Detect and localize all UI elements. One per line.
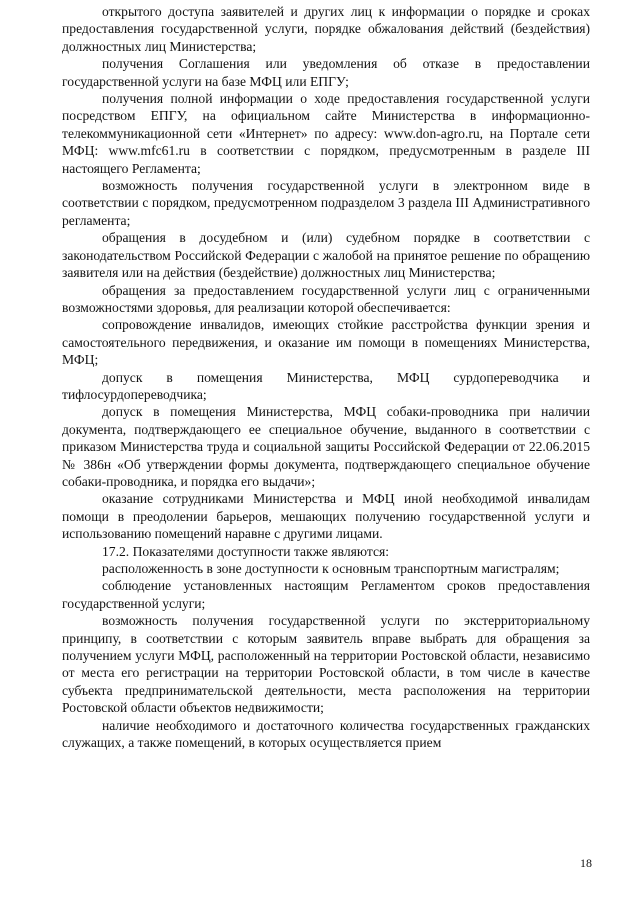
paragraph: допуск в помещения Министерства, МФЦ собаки-проводника при наличии документа, подтверждающего ее специальное обучение, выданного в соответствии с приказом Министерства труда и социальной защиты Российской Федерации от 22.06.2015 № 386н «Об утверждении формы документа, подтверждающего специальное обучение собаки-проводника, и порядка его выдачи»; <box>62 404 590 489</box>
paragraph: расположенность в зоне доступности к основным транспортным магистралям; <box>102 561 560 576</box>
paragraph: возможность получения государственной услуги в электронном виде в соответствии с порядком, предусмотренном подразделом 3 раздела III Административного регламента; <box>62 178 590 228</box>
paragraph: получения полной информации о ходе предоставления государственной услуги посредством ЕПГУ, на официальном сайте Министерства в информационно-телекоммуникационной сети «Интернет» по адресу: www.don-agro.ru, на Портале сети МФЦ: www.mfc61.ru в соответствии с порядком, предусмотренным в разделе III настоящего Регламента; <box>62 91 590 176</box>
paragraph: сопровождение инвалидов, имеющих стойкие расстройства функции зрения и самостоятельного передвижения, и оказание им помощи в помещениях Министерства, МФЦ; <box>62 317 590 368</box>
paragraph: получения Соглашения или уведомления об отказе в предоставлении государственной услуги на базе МФЦ или ЕПГУ; <box>62 56 590 89</box>
page-number: 18 <box>580 856 592 870</box>
paragraph: обращения в досудебном и (или) судебном порядке в соответствии с законодательством Российской Федерации с жалобой на принятое решение по обращению заявителя или на действия (бездействие) должностных лиц Министерства; <box>62 230 590 281</box>
paragraph: 17.2. Показателями доступности также являются: <box>102 543 390 559</box>
paragraph: допуск в помещения Министерства, МФЦ сурдопереводчика и тифлосурдопереводчика; <box>62 369 590 402</box>
paragraph: наличие необходимого и достаточного количества государственных гражданских служащих, а также помещений, в которых осуществляется прием <box>62 717 590 751</box>
body-text <box>62 3 590 751</box>
paragraph: открытого доступа заявителей и других лиц к информации о порядке и сроках предоставления государственной услуги, порядке обжалования действий (бездействия) должностных лиц Министерства; <box>62 4 590 54</box>
paragraph: оказание сотрудниками Министерства и МФЦ иной необходимой инвалидам помощи в преодолении барьеров, мешающих получению государственной услуги и использованию помещений наравне с другими лицами. <box>62 491 590 542</box>
paragraph: соблюдение установленных настоящим Регламентом сроков предоставления государственной услуги; <box>62 578 590 611</box>
paragraph: возможность получения государственной услуги по экстерриториальному принципу, в соответствии с которым заявитель вправе выбрать для обращения за получением услуги МФЦ, расположенный на территории Ростовской области, независимо от места его регистрации на территории Ростовской области, в том числе в качестве субъекта предпринимательской деятельности, места расположения на территории Ростовской области объектов недвижимости; <box>62 613 590 716</box>
paragraph: обращения за предоставлением государственной услуги лиц с ограниченными возможностями здоровья, для реализации которой обеспечивается: <box>62 282 590 315</box>
